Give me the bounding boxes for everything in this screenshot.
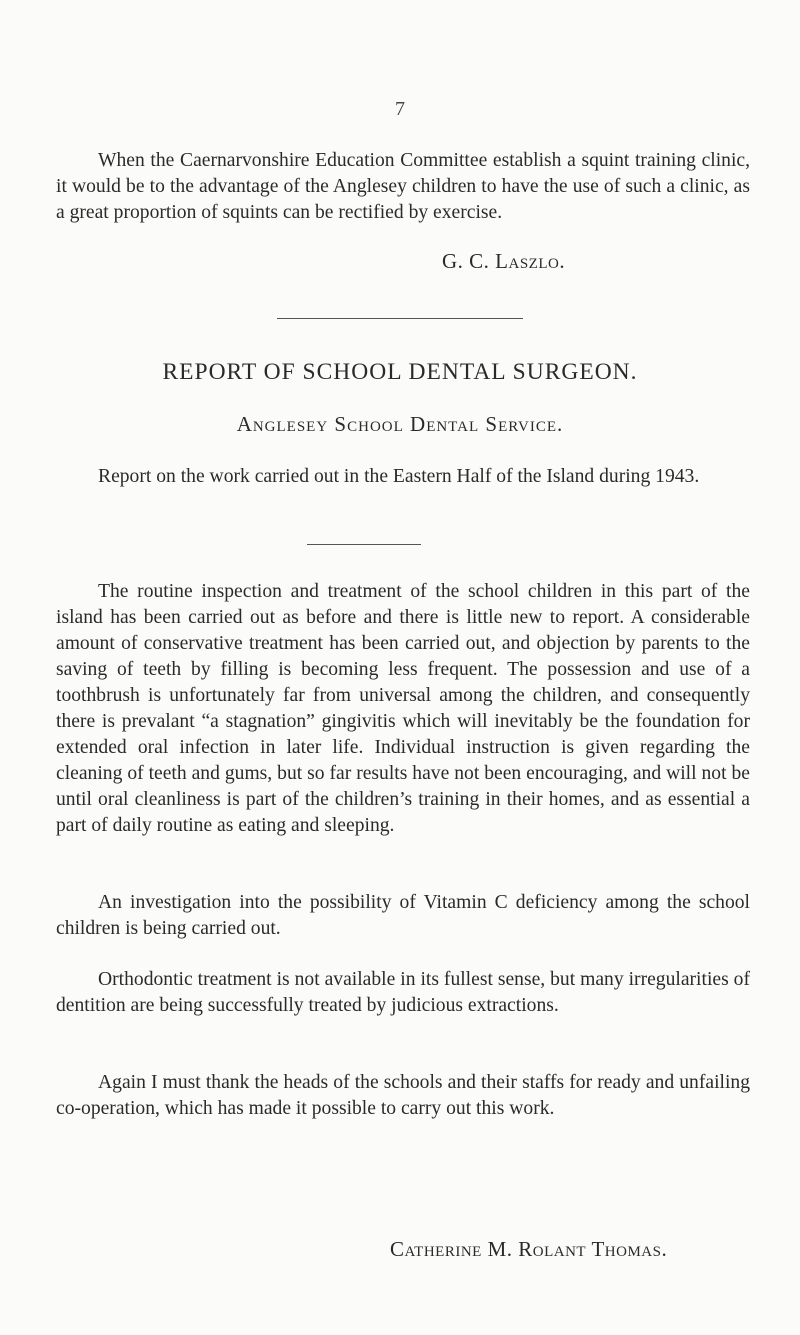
section-divider bbox=[277, 318, 523, 319]
letter-signature: G. C. Laszlo. bbox=[442, 249, 566, 273]
letter-paragraph: When the Caernarvonshire Education Committee establish a squint training clinic, it would be to the advantage of the Anglesey children to have the use of such a clinic, as a great proportion of squints can be rectified by exercise. bbox=[56, 150, 750, 223]
intro-divider bbox=[307, 544, 421, 545]
report-paragraph: The routine inspection and treatment of the school children in this part of the island has been carried out as before and there is little new to report. A considerable amount of conservative treatment has been carried out, and objection by parents to the saving of teeth by filling is becoming less frequent. The possession and use of a toothbrush is unfortunately far from universal among the children, and consequently there is prevalant “a stagnation” gingivitis which will inevitably be the foundation for extended oral infection in later life. Individual instruction is given regarding the cleaning of teeth and gums, but so far results have not been encouraging, and will not be until oral cleanliness is part of the children’s training in their homes, and as essential a part of daily routine as eating and sleeping. bbox=[56, 581, 750, 836]
report-intro: Report on the work carried out in the Eastern Half of the Island during 1943. bbox=[98, 466, 700, 487]
report-signature: Catherine M. Rolant Thomas. bbox=[390, 1237, 668, 1261]
report-paragraph: Again I must thank the heads of the schools and their staffs for ready and unfailing co-operation, which has made it possible to carry out this work. bbox=[56, 1072, 750, 1119]
page-number: 7 bbox=[395, 98, 405, 120]
report-heading: REPORT OF SCHOOL DENTAL SURGEON. bbox=[162, 359, 638, 385]
report-subheading: Anglesey School Dental Service. bbox=[236, 412, 564, 436]
report-paragraph: Orthodontic treatment is not available in its fullest sense, but many irregularities of dentition are being successfully treated by judicious extractions. bbox=[56, 969, 750, 1016]
report-paragraph: An investigation into the possibility of Vitamin C deficiency among the school children is being carried out. bbox=[56, 892, 750, 939]
